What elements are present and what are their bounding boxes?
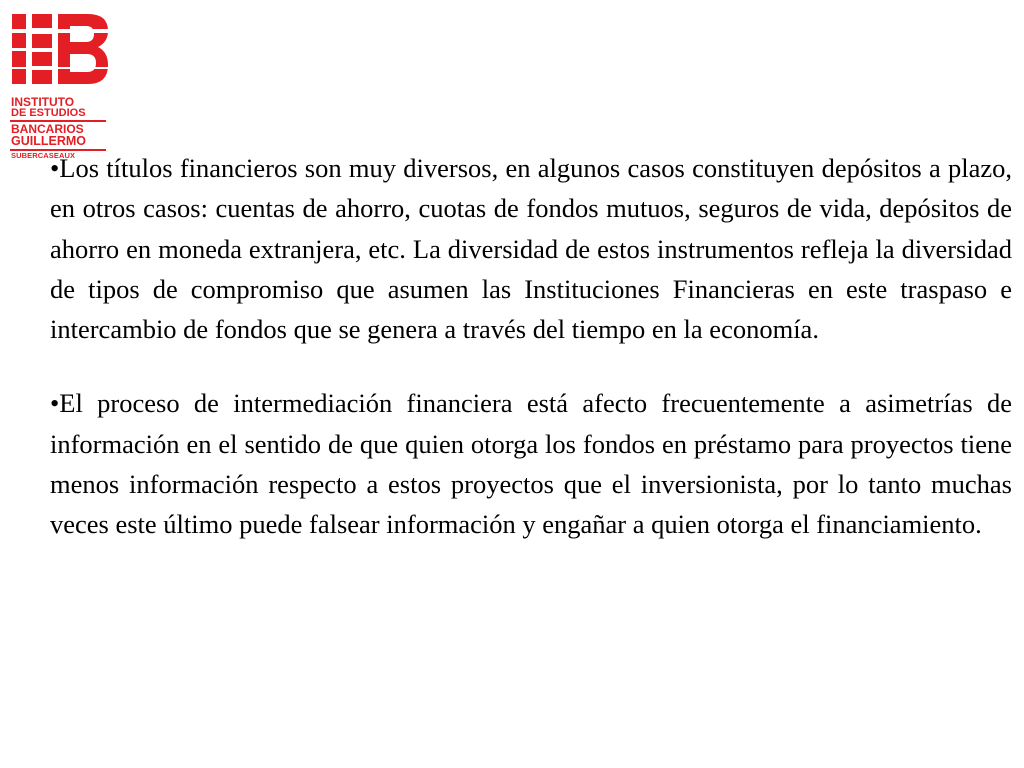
logo-line-5: SUBERCASEAUX <box>11 150 76 160</box>
bullet-paragraph-2: •El proceso de intermediación financiera está afecto frecuentemente a asimetrías de información en el sentido de que quien otorga los fondos en préstamo para proyectos tiene menos información respecto a estos proyectos que el inversionista, por lo tanto muchas veces este último puede falsear información y engañar a quien otorga el financiamiento. <box>50 388 1012 540</box>
logo-line-3: BANCARIOS <box>11 122 84 136</box>
institute-logo <box>10 12 114 160</box>
slide-body <box>50 148 1012 545</box>
logo-line-1: INSTITUTO <box>11 95 75 109</box>
logo-mark-icon <box>10 12 110 86</box>
logo-line-4: GUILLERMO <box>11 134 86 148</box>
bullet-paragraph-1: •Los títulos financieros son muy diversos, en algunos casos constituyen depósitos a plazo, en otros casos: cuentas de ahorro, cuotas de fondos mutuos, seguros de vida, depósitos de ahorro en moneda extranjera, etc. La diversidad de estos instrumentos refleja la diversidad de tipos de compromiso que asumen las Instituciones Financieras en este traspaso e intercambio de fondos que se genera a través del tiempo en la economía. <box>50 153 1012 345</box>
logo-line-2: DE ESTUDIOS <box>11 107 86 119</box>
